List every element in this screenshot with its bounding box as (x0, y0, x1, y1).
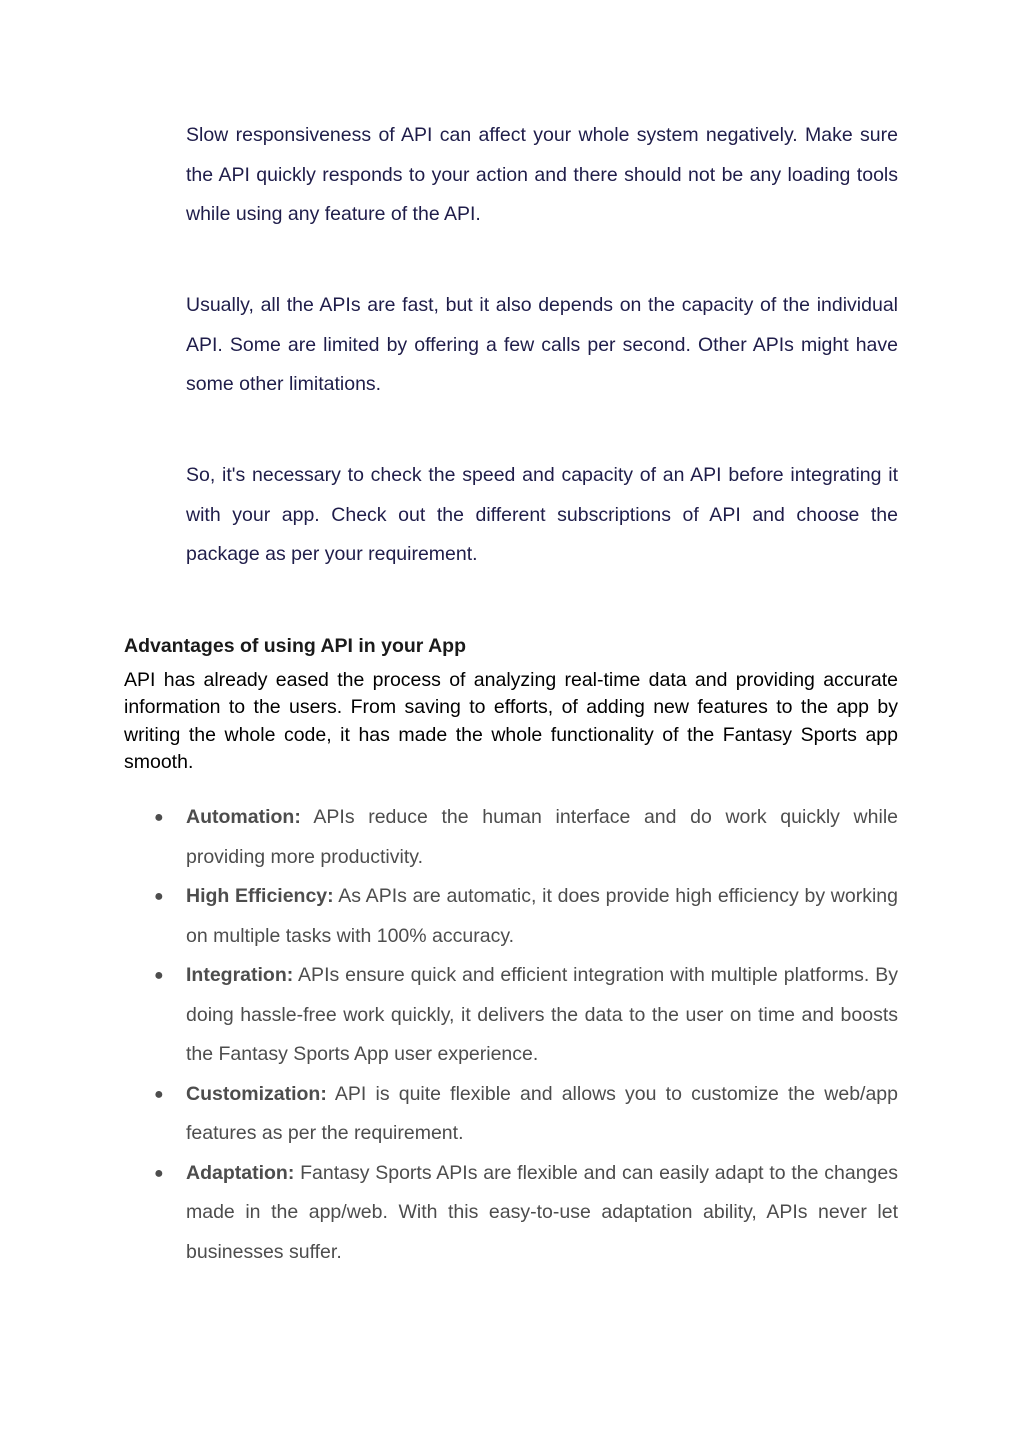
paragraph-api-responsiveness: Slow responsiveness of API can affect your whole system negatively. Make sure the API quickly responds to your action and there should not be any loading tools while using any feature of the API. (186, 124, 898, 225)
list-item (124, 798, 898, 877)
list-item (124, 1075, 898, 1154)
list-item (124, 956, 898, 1075)
list-item-text: APIs ensure quick and efficient integration with multiple platforms. By doing hassle-free work quickly, it delivers the data to the user on time and boosts the Fantasy Sports App user experience. (186, 964, 898, 1065)
list-item-text: Fantasy Sports APIs are flexible and can easily adapt to the changes made in the app/web. With this easy-to-use adaptation ability, APIs never let businesses suffer. (186, 1161, 898, 1263)
bullet-icon: ● (154, 888, 164, 905)
advantages-list (124, 798, 898, 1272)
list-item-term: Automation: (186, 806, 301, 828)
list-item-term: Customization: (186, 1082, 327, 1105)
list-item-term: Adaptation: (186, 1161, 295, 1184)
list-item-text: API is quite flexible and allows you to customize the web/app features as per the requirement. (186, 1082, 898, 1144)
section-heading: Advantages of using API in your App (124, 635, 466, 657)
bullet-icon: ● (154, 967, 164, 984)
list-item-term: High Efficiency: (186, 885, 334, 907)
list-item-text: APIs reduce the human interface and do work quickly while providing more productivity. (186, 806, 898, 868)
paragraph-api-check-capacity: So, it's necessary to check the speed and capacity of an API before integrating it with your app. Check out the different subscriptions of API and choose the package as per your requirement. (186, 464, 898, 565)
bullet-icon: ● (154, 1085, 164, 1103)
bullet-icon: ● (154, 1164, 164, 1182)
bullet-icon: ● (154, 809, 164, 826)
list-item-text: As APIs are automatic, it does provide high efficiency by working on multiple tasks with 100% accuracy. (186, 885, 898, 947)
list-item (124, 1154, 898, 1273)
list-item-term: Integration: (186, 964, 294, 986)
list-item (124, 877, 898, 956)
section-intro: API has already eased the process of analyzing real-time data and providing accurate information to the users. From saving to efforts, of adding new features to the app by writing the whole code, it has made the whole functionality of the Fantasy Sports app smooth. (124, 669, 898, 773)
paragraph-api-speed-limits: Usually, all the APIs are fast, but it also depends on the capacity of the individual API. Some are limited by offering a few calls per second. Other APIs might have some other limitations. (186, 294, 898, 395)
